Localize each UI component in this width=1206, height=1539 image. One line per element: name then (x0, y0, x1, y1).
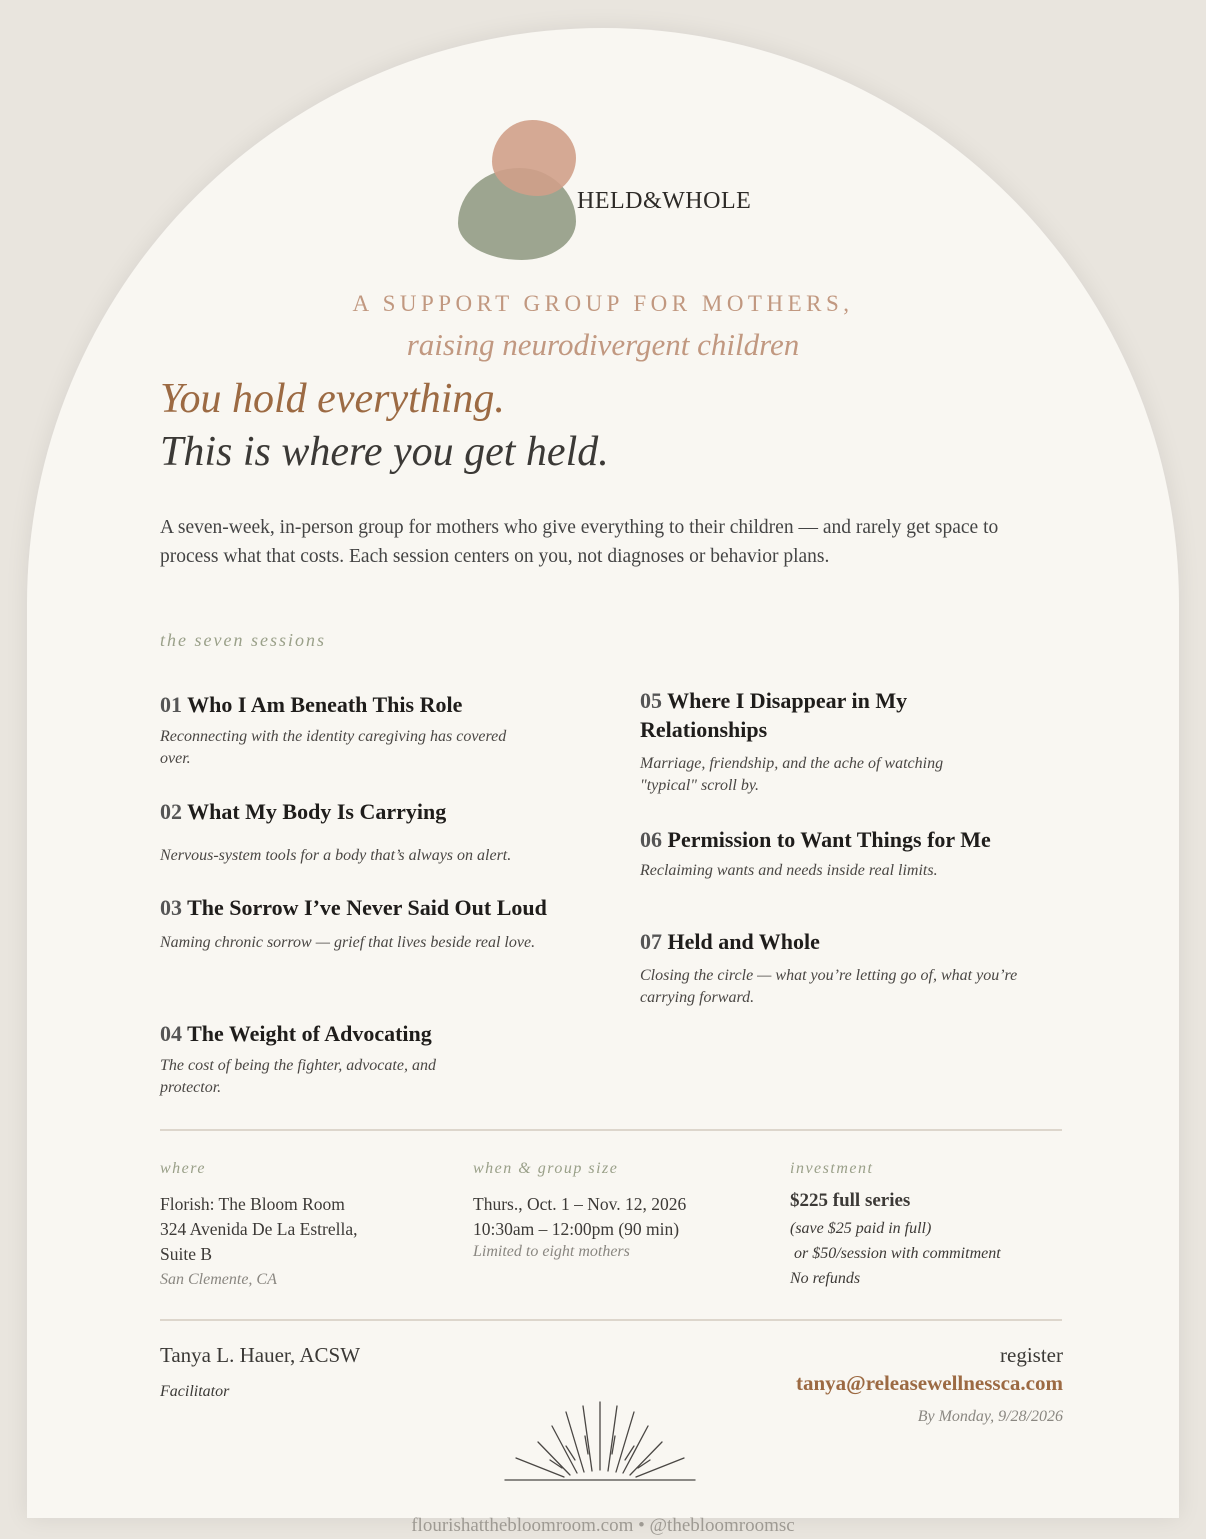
register-deadline: By Monday, 9/28/2026 (917, 1408, 1063, 1425)
session-title: Permission to Want Things for Me (667, 827, 991, 852)
footer-links[interactable]: flourishatthebloomroom.com • @thebloomroomsc (411, 1515, 795, 1536)
when-size: Limited to eight mothers (473, 1243, 630, 1260)
session-title: Who I Am Beneath This Role (187, 692, 463, 717)
session-title: The Sorrow I’ve Never Said Out Loud (187, 895, 547, 920)
investment-block (790, 1160, 1070, 1291)
session-title: What My Body Is Carrying (187, 799, 447, 824)
investment-price: $225 full series (790, 1190, 911, 1211)
facilitator-name: Tanya L. Hauer, ACSW (160, 1343, 361, 1367)
session-05 (640, 686, 1040, 797)
session-number: 02 (160, 799, 182, 824)
session-07 (640, 927, 1070, 1009)
session-number: 05 (640, 688, 662, 713)
where-city: San Clemente, CA (160, 1271, 277, 1288)
register-email[interactable]: tanya@releasewellnessca.com (795, 1371, 1063, 1395)
session-desc: The cost of being the fighter, advocate, and protector. (160, 1057, 436, 1096)
where-line2: 324 Avenida De La Estrella, (160, 1219, 358, 1239)
sessions-label: the seven sessions (160, 630, 326, 650)
when-block (473, 1160, 773, 1262)
when-time: 10:30am – 12:00pm (90 min) (473, 1219, 680, 1239)
facilitator-role: Facilitator (160, 1383, 230, 1400)
session-02 (160, 797, 580, 867)
headline-line2: This is where you get held. (160, 429, 609, 475)
brand-name: HELD&WHOLE (577, 188, 752, 214)
session-06 (640, 825, 1060, 882)
logo-rose-blob (492, 120, 576, 196)
session-desc: Closing the circle — what you’re letting go of, what you’re carrying forward. (640, 967, 1018, 1006)
session-desc: Naming chronic sorrow — grief that lives beside real love. (160, 934, 536, 951)
session-number: 04 (160, 1021, 182, 1046)
where-line3: Suite B (160, 1244, 213, 1264)
session-01 (160, 690, 560, 770)
intro-paragraph: A seven-week, in-person group for mothers who give everything to their children — and rarely get space to process what that costs. Each session centers on you, not diagnoses or behavior plans. (160, 517, 999, 567)
session-title: The Weight of Advocating (187, 1021, 432, 1046)
sunburst-icon (500, 1398, 700, 1493)
where-line1: Florish: The Bloom Room (160, 1194, 345, 1214)
session-number: 06 (640, 827, 662, 852)
session-title: Held and Whole (667, 929, 820, 954)
session-04 (160, 1019, 560, 1099)
tagline-line1: A SUPPORT GROUP FOR MOTHERS, (352, 291, 854, 316)
investment-refund: No refunds (790, 1270, 861, 1287)
tagline-line2: raising neurodivergent children (406, 327, 800, 362)
where-label: where (160, 1160, 207, 1177)
session-title: Where I Disappear in My Relationships (640, 688, 908, 742)
session-number: 03 (160, 895, 182, 920)
register-label: register (1000, 1343, 1063, 1367)
when-dates: Thurs., Oct. 1 – Nov. 12, 2026 (473, 1194, 687, 1214)
session-desc: Reclaiming wants and needs inside real limits. (640, 862, 938, 879)
investment-save: (save $25 paid in full) (790, 1220, 932, 1237)
investment-label: investment (790, 1160, 874, 1177)
session-desc: Nervous-system tools for a body that’s always on alert. (160, 847, 512, 864)
divider-bottom (160, 1319, 1062, 1321)
where-block (160, 1160, 440, 1292)
session-desc: Marriage, friendship, and the ache of watching "typical" scroll by. (640, 755, 944, 794)
headline-line1: You hold everything. (160, 376, 505, 422)
divider-top (160, 1129, 1062, 1131)
when-label: when & group size (473, 1160, 619, 1177)
session-desc: Reconnecting with the identity caregiving has covered over. (160, 728, 507, 767)
session-number: 07 (640, 929, 662, 954)
session-number: 01 (160, 692, 182, 717)
investment-alt: or $50/session with commitment (790, 1245, 1001, 1262)
session-03 (160, 893, 560, 954)
